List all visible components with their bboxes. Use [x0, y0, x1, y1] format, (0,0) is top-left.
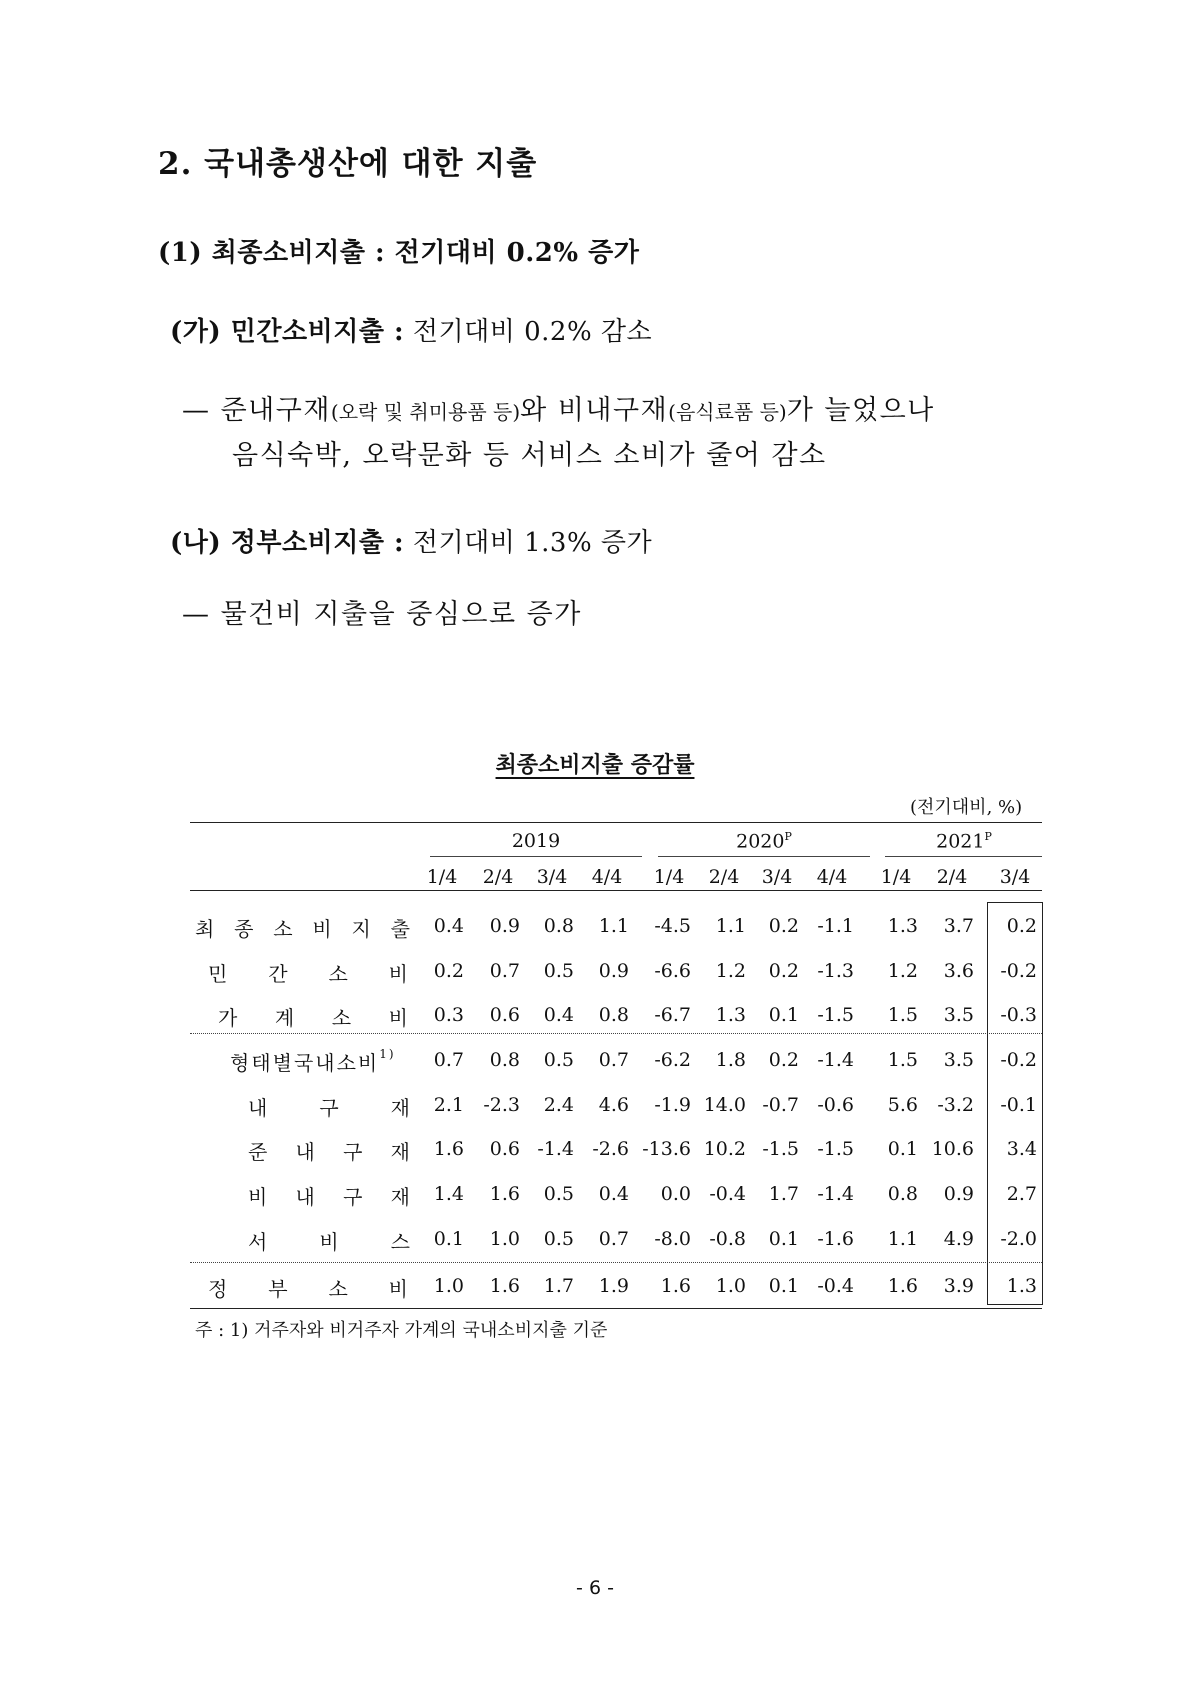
- page-number: - 6 -: [576, 1577, 614, 1599]
- highlight-box-latest-quarter: [987, 902, 1043, 1305]
- quarter-header: 1/4: [426, 866, 458, 888]
- year-label: 2021: [936, 830, 985, 853]
- table-cell: 1.5: [887, 1004, 918, 1026]
- table-cell: -1.9: [654, 1094, 691, 1116]
- table-cell: 0.1: [433, 1228, 464, 1250]
- table-cell: -1.5: [762, 1138, 799, 1160]
- table-cell: 0.4: [598, 1183, 629, 1205]
- table-cell: 1.2: [887, 960, 918, 982]
- table-cell: 0.2: [768, 915, 799, 937]
- table-cell: -2.3: [483, 1094, 520, 1116]
- table-note: 주 : 1) 거주자와 비거주자 가계의 국내소비지출 기준: [195, 1320, 608, 1341]
- table-title: [0, 748, 1190, 779]
- row-label-char: 부: [268, 1277, 288, 1301]
- table-cell: 0.9: [943, 1183, 974, 1205]
- table-cell: -1.4: [817, 1049, 854, 1071]
- bullet-private-line1: [182, 388, 935, 427]
- row-label-char: 비: [388, 1006, 408, 1030]
- table-dotted-rule: [190, 1033, 1042, 1034]
- table-cell: 0.6: [489, 1138, 520, 1160]
- table-cell: 0.1: [768, 1228, 799, 1250]
- table-cell: 1.5: [887, 1049, 918, 1071]
- table-cell: -1.4: [537, 1138, 574, 1160]
- quarter-header: 3/4: [761, 866, 793, 888]
- section-title: 2. 국내총생산에 대한 지출: [158, 146, 538, 182]
- table-cell: 1.1: [598, 915, 629, 937]
- table-cell: 0.7: [598, 1049, 629, 1071]
- row-label-char: 비: [248, 1185, 268, 1209]
- year-group-rule: [885, 856, 1042, 857]
- table-cell: 3.6: [943, 960, 974, 982]
- table-cell: 0.0: [660, 1183, 691, 1205]
- table-cell: 0.1: [768, 1275, 799, 1297]
- quarter-header: 2/4: [708, 866, 740, 888]
- table-header-rule: [190, 890, 1042, 891]
- row-label: [208, 1273, 408, 1302]
- table-cell: 0.8: [543, 915, 574, 937]
- table-cell: 1.6: [887, 1275, 918, 1297]
- quarter-header: 2/4: [482, 866, 514, 888]
- table-cell: 0.8: [489, 1049, 520, 1071]
- table-cell: 0.1: [768, 1004, 799, 1026]
- table-cell: 1.0: [433, 1275, 464, 1297]
- table-cell: 0.5: [543, 1049, 574, 1071]
- table-cell: -0.4: [709, 1183, 746, 1205]
- year-header: [894, 830, 1034, 852]
- table-cell: 0.1: [887, 1138, 918, 1160]
- table-cell: -0.3: [1000, 1004, 1037, 1026]
- row-label-char: 종: [234, 917, 254, 941]
- table-cell: -0.8: [709, 1228, 746, 1250]
- row-label-char: 구: [319, 1096, 339, 1120]
- table-cell: 0.9: [489, 915, 520, 937]
- row-label-char: 민: [208, 962, 228, 986]
- table-cell: 0.2: [768, 960, 799, 982]
- table-cell: 0.7: [598, 1228, 629, 1250]
- table-cell: 1.0: [489, 1228, 520, 1250]
- subsection-final-consumption: (1) 최종소비지출 : 전기대비 0.2% 증가: [158, 238, 640, 268]
- row-label-char: 비: [319, 1230, 339, 1254]
- table-cell: 10.6: [931, 1138, 974, 1160]
- quarter-header: 1/4: [880, 866, 912, 888]
- table-cell: 0.8: [887, 1183, 918, 1205]
- row-label-char: 구: [343, 1140, 363, 1164]
- table-cell: 0.3: [433, 1004, 464, 1026]
- row-label-char: 계: [274, 1006, 295, 1030]
- table-cell: -2.6: [592, 1138, 629, 1160]
- table-cell: 1.9: [598, 1275, 629, 1297]
- table-cell: 4.6: [598, 1094, 629, 1116]
- row-label-char: 출: [390, 917, 410, 941]
- table-cell: 1.0: [715, 1275, 746, 1297]
- row-label-char: 지: [351, 917, 371, 941]
- row-label: [230, 1047, 415, 1076]
- row-label-char: 소: [328, 1277, 348, 1301]
- table-cell: 0.9: [598, 960, 629, 982]
- row-label: [248, 1092, 410, 1121]
- footnote-mark: 1): [379, 1047, 396, 1061]
- bullet-government: [182, 592, 582, 631]
- table-cell: -0.6: [817, 1094, 854, 1116]
- bullet-text: 가 늘었으나: [786, 395, 935, 426]
- table-cell: 3.9: [943, 1275, 974, 1297]
- year-group-rule: [658, 856, 870, 857]
- table-cell: 0.2: [433, 960, 464, 982]
- row-label-char: 비: [388, 962, 408, 986]
- table-cell: 0.5: [543, 1228, 574, 1250]
- quarter-header: 1/4: [653, 866, 685, 888]
- table-cell: -6.6: [654, 960, 691, 982]
- row-label-char: 재: [390, 1140, 410, 1164]
- quarter-header: 3/4: [536, 866, 568, 888]
- quarter-header: 4/4: [591, 866, 623, 888]
- table-cell: -6.7: [654, 1004, 691, 1026]
- table-cell: 3.7: [943, 915, 974, 937]
- table-cell: 0.8: [598, 1004, 629, 1026]
- government-consumption-label: (나) 정부소비지출 :: [170, 528, 405, 558]
- table-cell: 1.7: [543, 1275, 574, 1297]
- table-cell: 1.2: [715, 960, 746, 982]
- table-cell: -0.2: [1000, 960, 1037, 982]
- year-header: [694, 830, 834, 852]
- row-label-char: 준: [248, 1140, 268, 1164]
- table-cell: -0.1: [1000, 1094, 1037, 1116]
- year-label: 2020: [736, 830, 785, 853]
- table-cell: 14.0: [703, 1094, 746, 1116]
- row-label-char: 스: [390, 1230, 410, 1254]
- table-cell: 0.7: [489, 960, 520, 982]
- row-label-char: 재: [390, 1096, 410, 1120]
- table-cell: -1.6: [817, 1228, 854, 1250]
- table-cell: 0.7: [433, 1049, 464, 1071]
- row-label: [208, 958, 408, 987]
- bullet-text: 와 비내구재: [520, 395, 669, 426]
- table-cell: 0.2: [768, 1049, 799, 1071]
- table-bottom-rule: [190, 1308, 1042, 1309]
- table-cell: 1.3: [1006, 1275, 1037, 1297]
- table-cell: 3.5: [943, 1004, 974, 1026]
- table-cell: 2.7: [1006, 1183, 1037, 1205]
- row-label-char: 비: [312, 917, 332, 941]
- row-label-char: 정: [208, 1277, 228, 1301]
- year-group-rule: [430, 856, 642, 857]
- table-cell: -1.4: [817, 1183, 854, 1205]
- table-cell: 0.2: [1006, 915, 1037, 937]
- row-label: [195, 913, 410, 942]
- row-label-char: 구: [343, 1185, 363, 1209]
- private-consumption-label: (가) 민간소비지출 :: [170, 317, 405, 347]
- subsection-government-consumption: [170, 522, 652, 559]
- table-dotted-rule: [190, 1262, 1042, 1263]
- table-cell: -1.5: [817, 1004, 854, 1026]
- table-cell: 0.4: [543, 1004, 574, 1026]
- table-cell: 1.3: [715, 1004, 746, 1026]
- row-label-char: 재: [390, 1185, 410, 1209]
- row-label-char: 서: [248, 1230, 268, 1254]
- private-consumption-text: 전기대비 0.2% 감소: [404, 317, 653, 347]
- table-cell: -2.0: [1000, 1228, 1037, 1250]
- quarter-header: 3/4: [999, 866, 1031, 888]
- year-label: 2019: [511, 830, 561, 852]
- subsection-private-consumption: [170, 311, 652, 348]
- year-header: [466, 830, 606, 852]
- table-cell: 1.1: [715, 915, 746, 937]
- table-cell: 0.4: [433, 915, 464, 937]
- table-cell: 3.4: [1006, 1138, 1037, 1160]
- table-cell: 0.6: [489, 1004, 520, 1026]
- bullet-private-line2: 음식숙박, 오락문화 등 서비스 소비가 줄어 감소: [232, 440, 827, 471]
- table-cell: -13.6: [642, 1138, 691, 1160]
- row-label-char: 최: [195, 917, 215, 941]
- table-cell: 1.1: [887, 1228, 918, 1250]
- table-cell: 1.6: [489, 1183, 520, 1205]
- quarter-header: 2/4: [936, 866, 968, 888]
- row-label-char: 소: [328, 962, 348, 986]
- table-cell: 0.5: [543, 1183, 574, 1205]
- table-cell: -0.7: [762, 1094, 799, 1116]
- row-label: [248, 1181, 410, 1210]
- row-label-char: 가: [218, 1006, 238, 1030]
- table-cell: 3.5: [943, 1049, 974, 1071]
- row-label-char: 소: [273, 917, 293, 941]
- table-cell: 5.6: [887, 1094, 918, 1116]
- dash-mark: —: [182, 395, 211, 426]
- row-label-text: 형태별국내소비: [230, 1051, 380, 1075]
- table-title-text: 최종소비지출 증감률: [495, 752, 695, 778]
- table-cell: 1.6: [433, 1138, 464, 1160]
- table-cell: 1.4: [433, 1183, 464, 1205]
- row-label: [248, 1226, 410, 1255]
- table-cell: -3.2: [937, 1094, 974, 1116]
- table-top-rule: [190, 822, 1042, 823]
- table-cell: 1.7: [768, 1183, 799, 1205]
- row-label-char: 소: [331, 1006, 352, 1030]
- row-label-char: 내: [248, 1096, 268, 1120]
- bullet-small-text: (오락 및 취미용품 등): [330, 400, 521, 424]
- table-cell: 10.2: [703, 1138, 746, 1160]
- bullet-small-text: (음식료품 등): [668, 400, 787, 424]
- bullet-text: 준내구재: [210, 395, 331, 426]
- table-cell: -6.2: [654, 1049, 691, 1071]
- table-cell: 0.5: [543, 960, 574, 982]
- table-cell: -8.0: [654, 1228, 691, 1250]
- table-cell: -1.3: [817, 960, 854, 982]
- row-label: [218, 1002, 408, 1031]
- table-cell: -0.4: [817, 1275, 854, 1297]
- row-label-char: 내: [295, 1185, 315, 1209]
- table-unit: (전기대비, %): [910, 797, 1023, 818]
- government-consumption-text: 전기대비 1.3% 증가: [404, 528, 653, 558]
- table-cell: -1.1: [817, 915, 854, 937]
- quarter-header: 4/4: [816, 866, 848, 888]
- table-cell: -1.5: [817, 1138, 854, 1160]
- table-cell: 1.6: [489, 1275, 520, 1297]
- table-cell: 4.9: [943, 1228, 974, 1250]
- table-cell: 2.4: [543, 1094, 574, 1116]
- row-label-char: 간: [268, 962, 288, 986]
- table-cell: -4.5: [654, 915, 691, 937]
- table-cell: -0.2: [1000, 1049, 1037, 1071]
- preliminary-mark: P: [784, 830, 792, 843]
- table-cell: 1.8: [715, 1049, 746, 1071]
- bullet-text: 물건비 지출을 중심으로 증가: [210, 599, 582, 630]
- dash-mark: —: [182, 599, 211, 630]
- table-cell: 1.6: [660, 1275, 691, 1297]
- row-label-char: 비: [388, 1277, 408, 1301]
- table-cell: 1.3: [887, 915, 918, 937]
- row-label: [248, 1136, 410, 1165]
- table-cell: 2.1: [433, 1094, 464, 1116]
- preliminary-mark: P: [984, 830, 992, 843]
- row-label-char: 내: [295, 1140, 315, 1164]
